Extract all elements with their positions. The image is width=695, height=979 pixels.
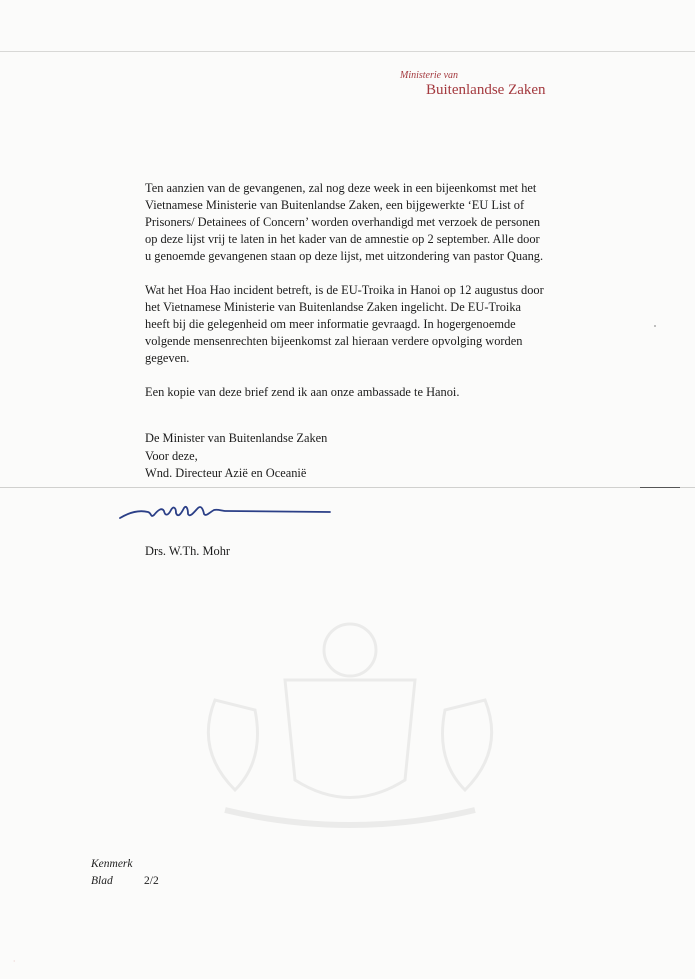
- paper-speck: [654, 325, 656, 327]
- footer-blad-label: Blad: [91, 875, 113, 887]
- edge-mark: ·: [12, 960, 18, 962]
- closing-minister: De Minister van Buitenlandse Zaken: [145, 431, 328, 445]
- letter-body: [145, 180, 545, 418]
- footer-blad-row: [91, 873, 159, 890]
- footer-kenmerk-row: [91, 856, 159, 873]
- closing-director: Wnd. Directeur Azië en Oceanië: [145, 466, 307, 480]
- letterhead: [400, 70, 546, 99]
- handwritten-signature: [118, 496, 338, 526]
- signer-name: Drs. W.Th. Mohr: [145, 544, 231, 558]
- footer-blad-value: 2/2: [144, 875, 159, 887]
- fold-tick-mark: [640, 487, 680, 488]
- body-paragraph-prisoners: Ten aanzien van de gevangenen, zal nog deze week in een bijeenkomst met het Vietnamese Ministerie van Buitenlandse Zaken, een bijgewerkte ‘EU List of Prisoners/ Detainees of Concern’ worden overhandigd met verzoek de personen op deze lijst vrij te laten in het kader van de amnestie op 2 september. Alle door u genoemde gevangenen staan op deze lijst, met uitzondering van pastor Quang.: [145, 181, 544, 263]
- footer-kenmerk-label: Kenmerk: [91, 858, 133, 870]
- coat-of-arms-watermark: [175, 610, 525, 830]
- fold-line-middle: [0, 487, 695, 488]
- footer-reference: [91, 856, 159, 890]
- body-paragraph-hoa-hao: Wat het Hoa Hao incident betreft, is de EU-Troika in Hanoi op 12 augustus door het Vietnamese Ministerie van Buitenlandse Zaken ingelicht. De EU-Troika heeft bij die gelegenheid om meer informatie gevraagd. In hogergenoemde volgende mensenrechten bijeenkomst zal hieraan verdere opvolging worden gegeven.: [145, 283, 544, 365]
- closing-on-behalf: Voor deze,: [145, 448, 198, 463]
- letterhead-ministry-label: Ministerie van: [400, 70, 459, 81]
- fold-line-top: [0, 51, 695, 52]
- letterhead-ministry-name: Buitenlandse Zaken: [426, 82, 546, 98]
- body-paragraph-copy: Een kopie van deze brief zend ik aan onze ambassade te Hanoi.: [145, 385, 460, 399]
- closing-block: [145, 430, 327, 483]
